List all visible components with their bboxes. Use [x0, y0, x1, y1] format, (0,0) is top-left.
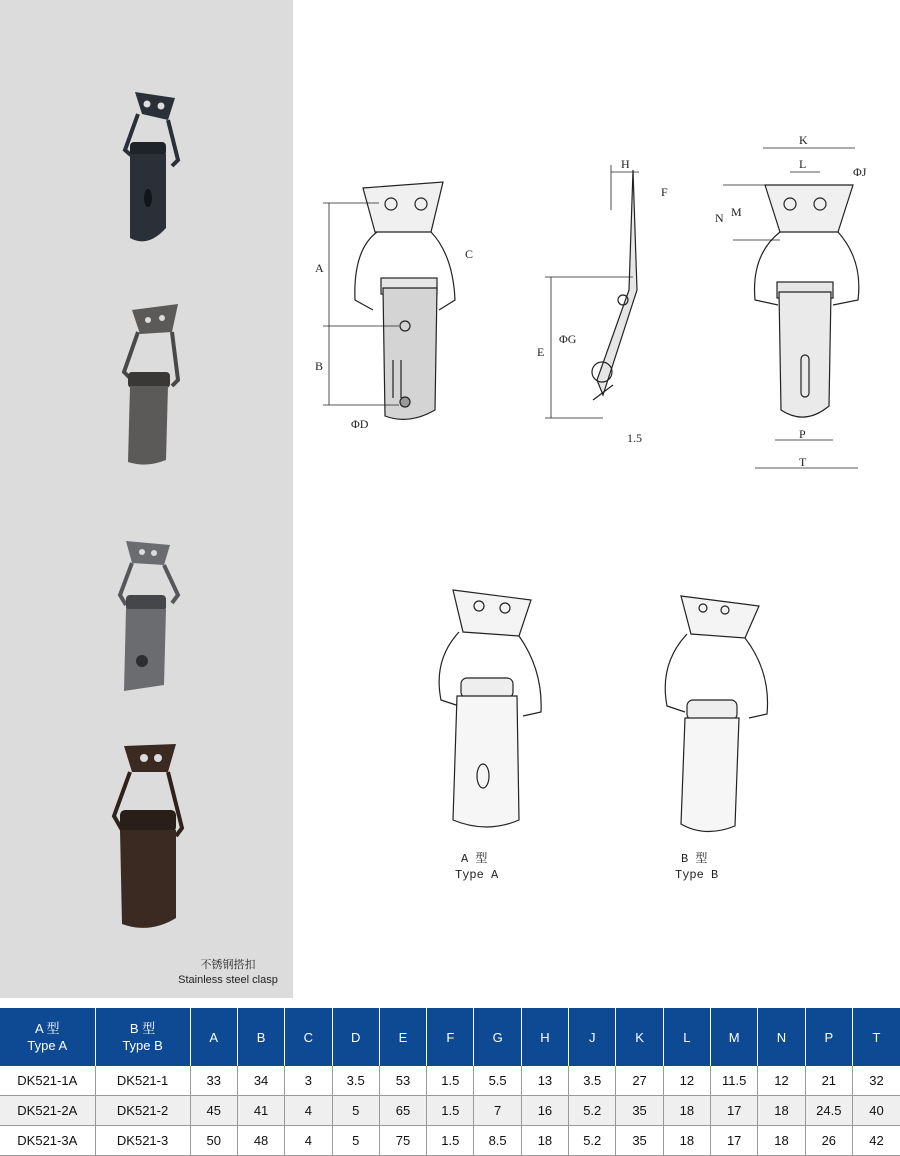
dim-label-t: T	[799, 455, 807, 469]
header-col: F	[427, 1008, 474, 1066]
dim-label-b: B	[315, 359, 324, 373]
table-cell: 65	[379, 1096, 426, 1126]
table-row	[0, 1096, 900, 1126]
table-cell: 32	[852, 1066, 900, 1096]
table-cell: 42	[852, 1126, 900, 1156]
header-col: A	[190, 1008, 237, 1066]
header-col: B	[237, 1008, 284, 1066]
header-col: H	[521, 1008, 568, 1066]
table-cell: DK521-2	[95, 1096, 190, 1126]
table-cell: 35	[616, 1126, 663, 1156]
table-row	[0, 1126, 900, 1156]
dim-label-f: F	[661, 185, 668, 199]
table-cell: 27	[616, 1066, 663, 1096]
table-cell: 5	[332, 1096, 379, 1126]
table-header-row	[0, 1008, 900, 1066]
side-view-drawing	[592, 170, 637, 400]
type-a-label-en: Type A	[455, 868, 499, 882]
dim-label-c: C	[465, 247, 474, 261]
table-cell: 40	[852, 1096, 900, 1126]
table-cell: DK521-3	[95, 1126, 190, 1156]
caption-chinese: 不锈钢搭扣	[200, 959, 256, 971]
table-cell: 16	[521, 1096, 568, 1126]
dim-label-a: A	[315, 261, 324, 275]
header-col: N	[758, 1008, 805, 1066]
header-col: T	[852, 1008, 900, 1066]
header-col: G	[474, 1008, 521, 1066]
clasp-photo-steel	[120, 541, 178, 691]
table-cell: 12	[758, 1066, 805, 1096]
table-cell: 18	[758, 1126, 805, 1156]
header-col: D	[332, 1008, 379, 1066]
header-col: L	[663, 1008, 710, 1066]
table-cell: 5.2	[569, 1126, 616, 1156]
table-cell: 17	[711, 1126, 758, 1156]
table-cell: 1.5	[427, 1066, 474, 1096]
table-cell: 45	[190, 1096, 237, 1126]
table-cell: 18	[521, 1126, 568, 1156]
technical-drawings	[293, 0, 900, 998]
table-cell: 50	[190, 1126, 237, 1156]
table-cell: 53	[379, 1066, 426, 1096]
table-cell: 21	[805, 1066, 852, 1096]
clasp-photo-grey	[124, 304, 178, 465]
header-type-a: A 型 Type A	[0, 1008, 95, 1066]
table-cell: 7	[474, 1096, 521, 1126]
dim-label-j: ΦJ	[853, 165, 867, 179]
dim-label-k: K	[799, 133, 808, 147]
table-cell: 3	[285, 1066, 332, 1096]
front-view-drawing	[355, 182, 455, 419]
dim-label-p: P	[799, 427, 806, 441]
table-cell: 24.5	[805, 1096, 852, 1126]
table-cell: 4	[285, 1096, 332, 1126]
header-col: E	[379, 1008, 426, 1066]
table-cell: 11.5	[711, 1066, 758, 1096]
type-a-illustration	[439, 590, 541, 827]
header-type-b: B 型 Type B	[95, 1008, 190, 1066]
drawing-canvas	[293, 0, 900, 998]
product-photo-panel	[0, 0, 293, 998]
table-cell: 17	[711, 1096, 758, 1126]
table-cell: 35	[616, 1096, 663, 1126]
dim-label-m: M	[731, 205, 742, 219]
type-b-label-cn: B 型	[681, 852, 708, 866]
dim-label-e: E	[537, 345, 545, 359]
header-col: M	[711, 1008, 758, 1066]
table-cell: 3.5	[332, 1066, 379, 1096]
table-cell: DK521-3A	[0, 1126, 95, 1156]
type-b-illustration	[665, 596, 767, 832]
table-cell: 5.2	[569, 1096, 616, 1126]
table-cell: DK521-1A	[0, 1066, 95, 1096]
table-cell: 18	[663, 1096, 710, 1126]
dim-label-n: N	[715, 211, 724, 225]
table-body	[0, 1066, 900, 1156]
table-cell: 18	[663, 1126, 710, 1156]
table-cell: 13	[521, 1066, 568, 1096]
table-cell: 48	[237, 1126, 284, 1156]
header-col: J	[569, 1008, 616, 1066]
table-cell: 1.5	[427, 1096, 474, 1126]
table-cell: 5.5	[474, 1066, 521, 1096]
photo-caption	[168, 958, 288, 988]
table-cell: 5	[332, 1126, 379, 1156]
clasp-photo-bronze	[114, 744, 182, 928]
table-cell: 4	[285, 1126, 332, 1156]
clasp-photo-black	[125, 92, 178, 241]
dim-label-thickness: 1.5	[627, 431, 642, 445]
dim-label-g: ΦG	[559, 332, 577, 346]
type-a-label-cn: A 型	[461, 852, 488, 866]
caption-english: Stainless steel clasp	[178, 974, 278, 986]
dim-label-h: H	[621, 157, 630, 171]
table-cell: 3.5	[569, 1066, 616, 1096]
table-cell: 8.5	[474, 1126, 521, 1156]
back-view-drawing	[755, 185, 859, 417]
table-cell: 1.5	[427, 1126, 474, 1156]
table-cell: 34	[237, 1066, 284, 1096]
table-cell: 41	[237, 1096, 284, 1126]
header-col: C	[285, 1008, 332, 1066]
clasp-photos	[0, 0, 293, 998]
table-cell: 26	[805, 1126, 852, 1156]
table-cell: 18	[758, 1096, 805, 1126]
dim-label-d: ΦD	[351, 417, 369, 431]
table-cell: DK521-1	[95, 1066, 190, 1096]
dim-label-l: L	[799, 157, 807, 171]
table-cell: 33	[190, 1066, 237, 1096]
specification-table	[0, 1008, 900, 1156]
table-cell: DK521-2A	[0, 1096, 95, 1126]
table-cell: 75	[379, 1126, 426, 1156]
table-row	[0, 1066, 900, 1096]
header-col: K	[616, 1008, 663, 1066]
type-b-label-en: Type B	[675, 868, 719, 882]
table-cell: 12	[663, 1066, 710, 1096]
header-col: P	[805, 1008, 852, 1066]
